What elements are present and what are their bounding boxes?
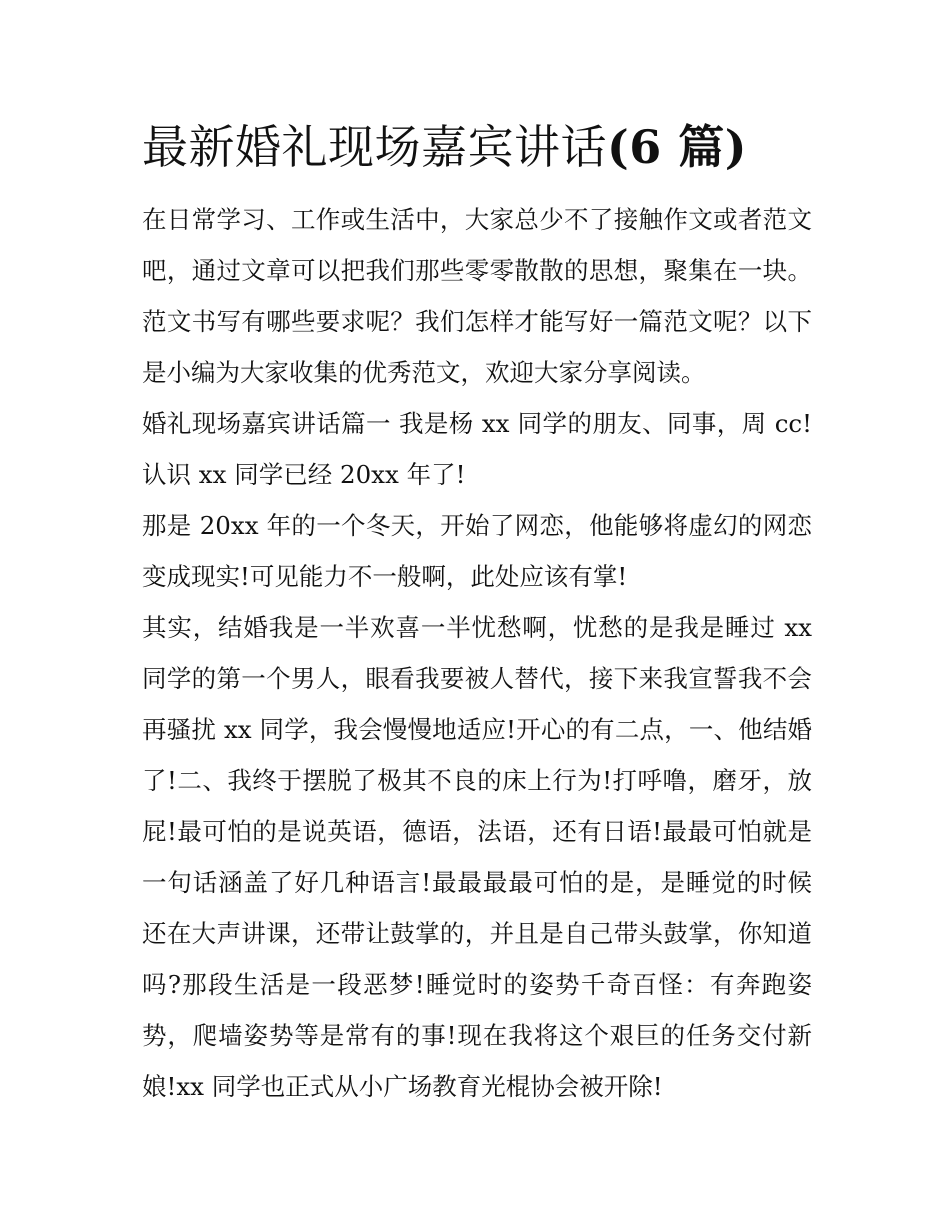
paragraph-intro: 在日常学习、工作或生活中，大家总少不了接触作文或者范文吧，通过文章可以把我们那些零零散散的思想，聚集在一块。范文书写有哪些要求呢？我们怎样才能写好一篇范文呢？以下是小编为大家收集的优秀范文，欢迎大家分享阅读。 <box>142 205 812 387</box>
document-body <box>142 194 812 1112</box>
paragraph-speech-opening: 婚礼现场嘉宾讲话篇一 我是杨 xx 同学的朋友、同事，周 cc!认识 xx 同学已经 20xx 年了! <box>142 409 812 489</box>
title-suffix: (6 篇) <box>607 120 748 174</box>
document-title <box>142 118 812 176</box>
paragraph-winter-story: 那是 20xx 年的一个冬天，开始了网恋，他能够将虚幻的网恋变成现实!可见能力不一般啊，此处应该有掌! <box>142 511 812 591</box>
paragraph-roommate-story: 其实，结婚我是一半欢喜一半忧愁啊，忧愁的是我是睡过 xx 同学的第一个男人，眼看我要被人替代，接下来我宣誓我不会再骚扰 xx 同学，我会慢慢地适应!开心的有二点，一、他结婚了!二、我终于摆脱了极其不良的床上行为!打呼噜，磨牙，放屁!最可怕的是说英语，德语，法语，还有日语!最最可怕就是一句话涵盖了好几种语言!最最最最可怕的是，是睡觉的时候还在大声讲课，还带让鼓掌的，并且是自己带头鼓掌，你知道吗?那段生活是一段恶梦!睡觉时的姿势千奇百怪：有奔跑姿势，爬墙姿势等是常有的事!现在我将这个艰巨的任务交付新娘!xx 同学也正式从小广场教育光棍协会被开除! <box>142 613 812 1101</box>
title-main: 最新婚礼现场嘉宾讲话 <box>142 120 607 174</box>
